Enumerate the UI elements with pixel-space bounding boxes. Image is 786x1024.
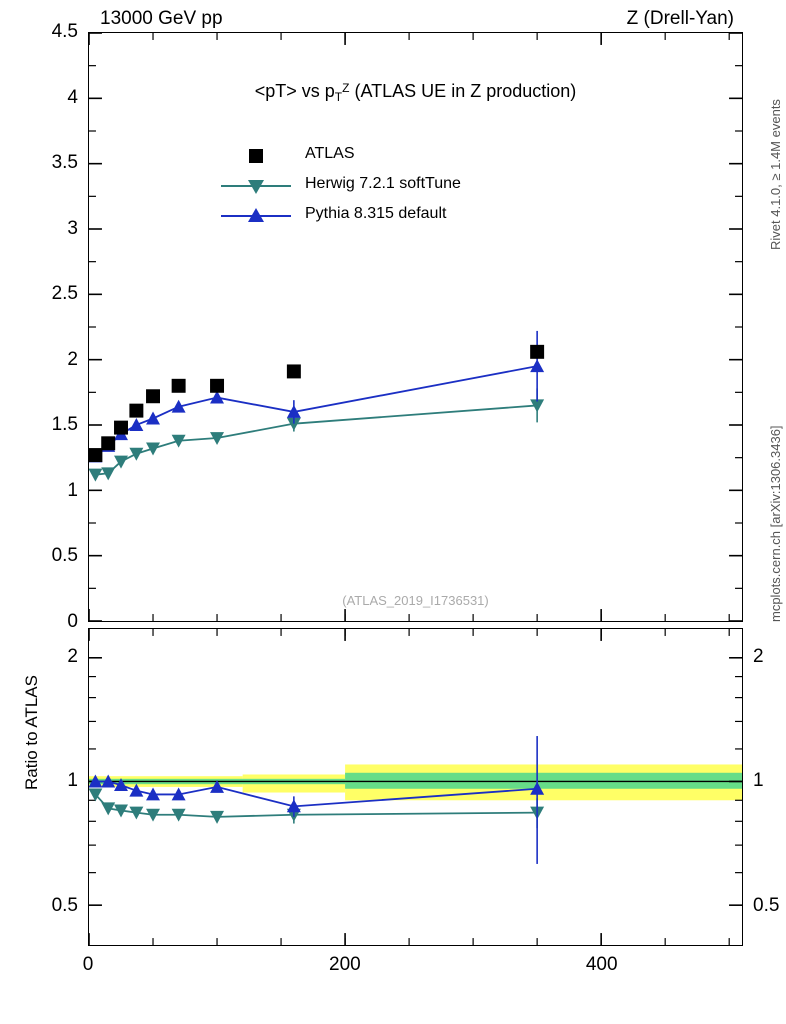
main-plot-panel — [88, 32, 743, 622]
main-ytick-4: 4 — [67, 86, 78, 108]
ratio-ytick-right-0.5: 0.5 — [753, 894, 780, 916]
main-ytick-1.5: 1.5 — [51, 414, 78, 436]
ratio-ytick-left-1: 1 — [67, 770, 78, 792]
header-process-label: Z (Drell-Yan) — [626, 8, 734, 29]
main-ytick-0.5: 0.5 — [51, 545, 78, 567]
legend-marker-triangle-down-icon — [217, 171, 295, 201]
main-ytick-1: 1 — [67, 479, 78, 501]
ratio-plot-panel — [88, 628, 743, 946]
main-ytick-3.5: 3.5 — [51, 152, 78, 174]
main-ytick-3: 3 — [67, 217, 78, 239]
legend-label-atlas: ATLAS — [305, 145, 355, 162]
plot-title-sub: T — [334, 90, 343, 104]
ratio-axis-label: Ratio to ATLAS — [22, 675, 41, 790]
ratio-xtick-400: 400 — [585, 954, 618, 975]
ratio-plot-canvas — [89, 629, 742, 945]
plot-title — [255, 81, 577, 104]
ratio-ytick-right-2: 2 — [753, 645, 764, 667]
legend-label-pythia: Pythia 8.315 default — [305, 205, 447, 222]
ratio-xtick-200: 200 — [329, 954, 361, 975]
header-beam-label: 13000 GeV pp — [100, 8, 223, 29]
main-ytick-2: 2 — [67, 348, 78, 370]
legend-label-herwig: Herwig 7.2.1 softTune — [305, 175, 461, 192]
mcplots-reference-label: mcplots.cern.ch [arXiv:1306.3436] — [768, 425, 783, 622]
main-ytick-4.5: 4.5 — [51, 21, 78, 42]
rivet-version-label: Rivet 4.1.0, ≥ 1.4M events — [768, 99, 783, 250]
ratio-xtick-0: 0 — [82, 954, 94, 975]
plot-title-tail: (ATLAS UE in Z production) — [354, 81, 577, 101]
analysis-watermark: (ATLAS_2019_I1736531) — [342, 593, 489, 608]
ratio-ytick-right-1: 1 — [753, 770, 764, 792]
legend-marker-triangle-up-icon — [217, 201, 295, 231]
ratio-ytick-left-2: 2 — [67, 645, 78, 667]
plot-title-lead: <pT> vs p — [254, 81, 335, 101]
ratio-ytick-left-0.5: 0.5 — [51, 894, 78, 916]
main-ytick-2.5: 2.5 — [51, 283, 78, 305]
plot-title-sup: Z — [342, 81, 350, 95]
main-ytick-0: 0 — [67, 611, 78, 632]
main-plot-canvas — [89, 33, 742, 621]
legend-marker-square-icon — [217, 141, 295, 171]
